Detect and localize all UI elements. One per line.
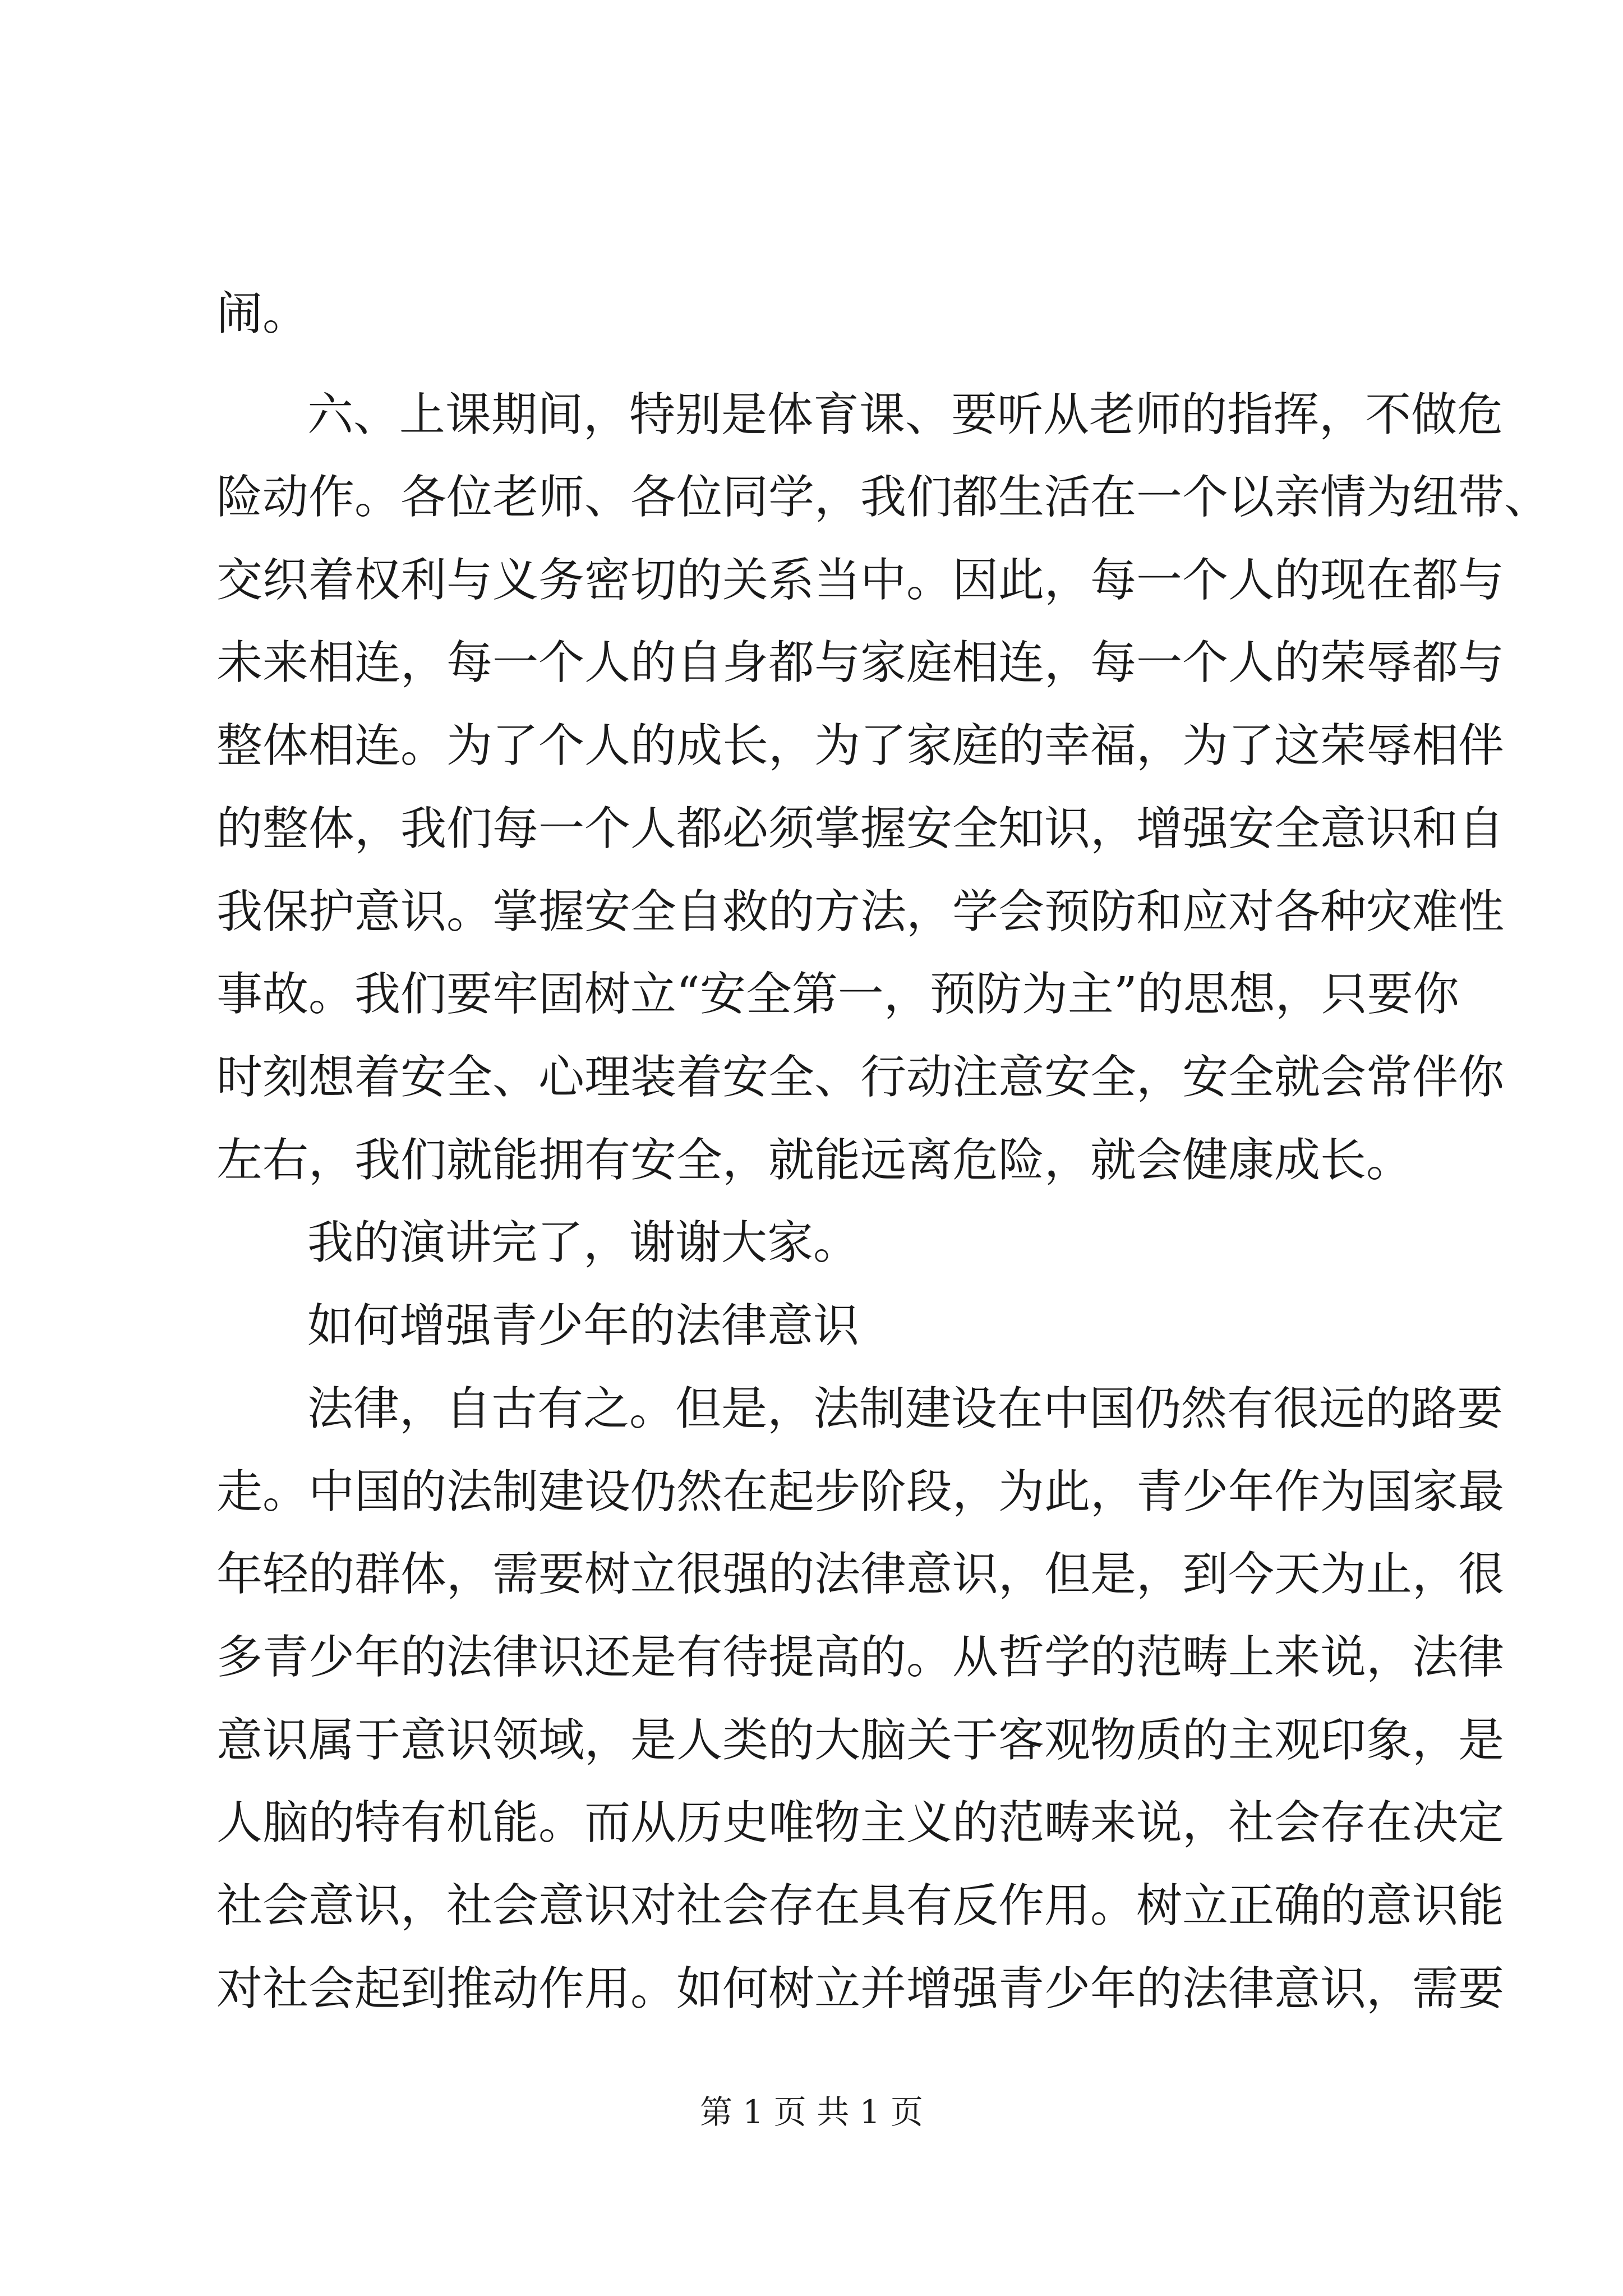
page-number-footer: 第 1 页 共 1 页 [700, 2093, 923, 2131]
text-line: 我的演讲完了，谢谢大家。 [307, 1216, 860, 1269]
text-line: 交织着权利与义务密切的关系当中。因此，每一个人的现在都与 [216, 554, 1505, 607]
text-line: 整体相连。为了个人的成长，为了家庭的幸福，为了这荣辱相伴 [216, 719, 1505, 772]
text-line: 险动作。各位老师、各位同学，我们都生活在一个以亲情为纽带、 [216, 471, 1551, 524]
text-line: 左右，我们就能拥有安全，就能远离危险，就会健康成长。 [216, 1134, 1413, 1187]
text-line: 未来相连，每一个人的自身都与家庭相连，每一个人的荣辱都与 [216, 636, 1505, 689]
text-line: 年轻的群体，需要树立很强的法律意识，但是，到今天为止，很 [216, 1548, 1505, 1601]
text-line: 时刻想着安全、心理装着安全、行动注意安全，安全就会常伴你 [216, 1051, 1505, 1104]
text-line: 走。中国的法制建设仍然在起步阶段，为此，青少年作为国家最 [216, 1465, 1505, 1519]
text-line: 事故。我们要牢固树立“安全第一，预防为主”的思想，只要你 [216, 968, 1459, 1021]
text-line: 社会意识，社会意识对社会存在具有反作用。树立正确的意识能 [216, 1879, 1505, 1932]
text-line: 对社会起到推动作用。如何树立并增强青少年的法律意识，需要 [216, 1962, 1505, 2016]
text-line: 六、上课期间，特别是体育课、要听从老师的指挥，不做危 [307, 388, 1504, 441]
text-line: 闹。 [216, 287, 309, 341]
text-line: 人脑的特有机能。而从历史唯物主义的范畴来说，社会存在决定 [216, 1796, 1505, 1849]
text-line: 的整体，我们每一个人都必须掌握安全知识，增强安全意识和自 [216, 802, 1505, 855]
text-line: 意识属于意识领域，是人类的大脑关于客观物质的主观印象，是 [216, 1714, 1505, 1767]
text-line: 我保护意识。掌握安全自救的方法，学会预防和应对各种灾难性 [216, 885, 1505, 938]
text-line: 法律，自古有之。但是，法制建设在中国仍然有很远的路要 [307, 1382, 1504, 1435]
section-heading: 如何增强青少年的法律意识 [307, 1299, 860, 1352]
text-line: 多青少年的法律识还是有待提高的。从哲学的范畴上来说，法律 [216, 1631, 1505, 1684]
